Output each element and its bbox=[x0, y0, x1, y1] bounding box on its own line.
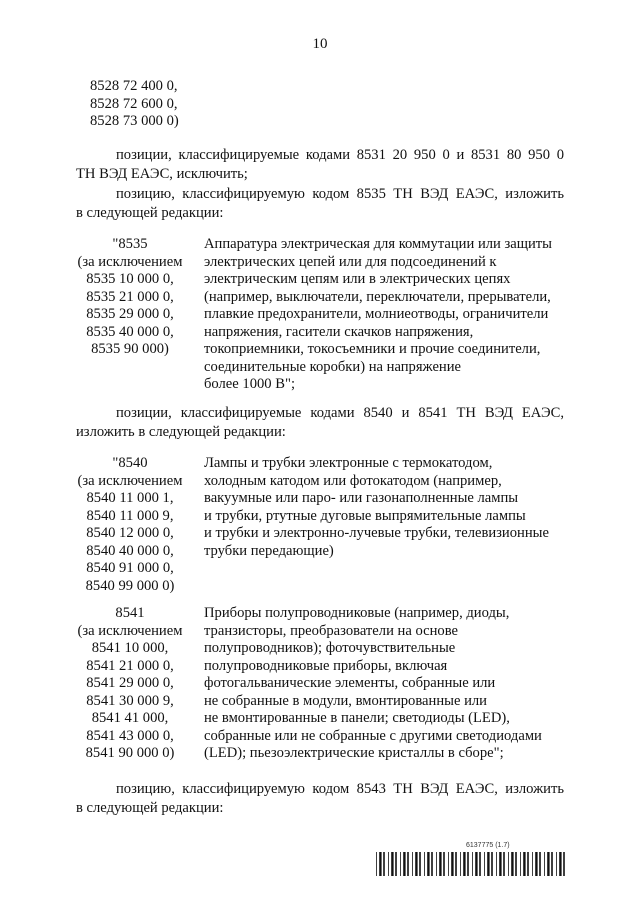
entry-codes bbox=[76, 455, 184, 595]
page-number: 10 bbox=[312, 36, 328, 52]
code-line: 8528 72 600 0, bbox=[90, 95, 178, 112]
paragraph-line: позицию, классифицируемую кодом 8543 ТН ВЭД ЕАЭС, изложить bbox=[116, 781, 564, 797]
code-line: "8540 bbox=[112, 455, 148, 471]
code-line: 8540 91 000 0, bbox=[86, 560, 174, 576]
paragraph-8540-8541-intro bbox=[76, 404, 564, 441]
code-line: 8540 11 000 9, bbox=[86, 507, 174, 524]
code-line: 8540 40 000 0, bbox=[86, 542, 174, 559]
entry-8540 bbox=[76, 455, 564, 595]
code-line: (за исключением bbox=[77, 472, 183, 489]
paragraph-line: в следующей редакции: bbox=[76, 799, 224, 816]
paragraph-line: изложить в следующей редакции: bbox=[76, 423, 286, 440]
code-line: 8541 21 000 0, bbox=[86, 657, 174, 674]
code-line: 8535 40 000 0, bbox=[86, 323, 174, 340]
code-line: (за исключением bbox=[77, 622, 183, 639]
desc-line: и трубки, ртутные дуговые выпрямительные лампы bbox=[204, 507, 526, 524]
code-line: 8541 43 000 0, bbox=[86, 727, 174, 744]
code-line: 8541 29 000 0, bbox=[86, 675, 174, 691]
code-line: 8541 bbox=[115, 605, 145, 621]
desc-line: не вмонтированные в панели; светодиоды (LED), bbox=[204, 710, 510, 726]
desc-line: полупроводников); фоточувствительные bbox=[204, 640, 456, 656]
desc-line: токоприемники, токосъемники и прочие соединители, bbox=[204, 341, 541, 357]
desc-line: холодным катодом или фотокатодом (например, bbox=[204, 472, 502, 489]
desc-line: Аппаратура электрическая для коммутации или защиты bbox=[204, 236, 552, 252]
paragraph-line: в следующей редакции: bbox=[76, 204, 224, 221]
desc-line: (LED); пьезоэлектрические кристаллы в сборе"; bbox=[204, 745, 504, 761]
code-line: (за исключением bbox=[77, 253, 183, 270]
code-line: 8528 72 400 0, bbox=[90, 78, 178, 94]
desc-line: плавкие предохранители, молниеотводы, ограничители bbox=[204, 306, 549, 322]
desc-line: трубки передающие) bbox=[204, 542, 334, 559]
code-line: 8535 90 000) bbox=[91, 341, 169, 357]
paragraph-8535-intro bbox=[76, 185, 564, 222]
code-line: 8541 90 000 0) bbox=[85, 745, 175, 761]
desc-line: не собранные в модули, вмонтированные или bbox=[204, 692, 487, 709]
desc-line: Лампы и трубки электронные с термокатодом, bbox=[204, 455, 493, 471]
desc-line: полупроводниковые приборы, включая bbox=[204, 657, 448, 674]
desc-line: электрическим цепям или в электрических цепях bbox=[204, 271, 511, 287]
desc-line: и трубки и электронно-лучевые трубки, телевизионные bbox=[204, 525, 549, 541]
code-line: 8540 12 000 0, bbox=[86, 525, 174, 541]
paragraph-line: позиции, классифицируемые кодами 8540 и 8541 ТН ВЭД ЕАЭС, bbox=[116, 405, 564, 421]
entry-codes bbox=[76, 236, 184, 359]
entry-description bbox=[204, 455, 566, 560]
entry-description bbox=[204, 605, 566, 763]
barcode-icon bbox=[376, 852, 566, 876]
code-line: 8535 21 000 0, bbox=[86, 288, 174, 305]
desc-line: Приборы полупроводниковые (например, диоды, bbox=[204, 605, 510, 621]
desc-line: напряжения, гасители скачков напряжения, bbox=[204, 323, 474, 340]
desc-line: транзисторы, преобразователи на основе bbox=[204, 622, 458, 639]
paragraph-exclude-8531 bbox=[76, 146, 564, 183]
code-line: 8541 10 000, bbox=[91, 640, 169, 656]
code-line: 8541 41 000, bbox=[91, 710, 169, 726]
code-line: 8528 73 000 0) bbox=[90, 113, 179, 129]
code-line: "8535 bbox=[112, 236, 148, 252]
entry-description bbox=[204, 236, 566, 394]
desc-line: вакуумные или паро- или газонаполненные лампы bbox=[204, 490, 519, 506]
top-code-list bbox=[90, 78, 179, 131]
desc-line: фотогальванические элементы, собранные или bbox=[204, 675, 496, 691]
paragraph-line: ТН ВЭД ЕАЭС, исключить; bbox=[76, 165, 248, 182]
desc-line: более 1000 В"; bbox=[204, 376, 295, 392]
code-line: 8541 30 000 9, bbox=[86, 692, 174, 709]
entry-8535 bbox=[76, 236, 564, 396]
code-line: 8540 11 000 1, bbox=[86, 490, 174, 506]
paragraph-line: позицию, классифицируемую кодом 8535 ТН ВЭД ЕАЭС, изложить bbox=[116, 186, 564, 202]
code-line: 8535 10 000 0, bbox=[86, 271, 174, 287]
paragraph-line: позиции, классифицируемые кодами 8531 20 950 0 и 8531 80 950 0 bbox=[116, 147, 564, 163]
document-id: 6137775 (1.7) bbox=[466, 842, 510, 849]
paragraph-8543-intro bbox=[76, 780, 564, 817]
desc-line: (например, выключатели, переключатели, прерыватели, bbox=[204, 288, 551, 305]
code-line: 8535 29 000 0, bbox=[86, 306, 174, 322]
code-line: 8540 99 000 0) bbox=[85, 577, 175, 594]
desc-line: электрических цепей или для подсоединений к bbox=[204, 253, 497, 270]
desc-line: собранные или не собранные с другими светодиодами bbox=[204, 727, 542, 744]
entry-8541 bbox=[76, 605, 564, 765]
entry-codes bbox=[76, 605, 184, 763]
desc-line: соединительные коробки) на напряжение bbox=[204, 358, 462, 375]
